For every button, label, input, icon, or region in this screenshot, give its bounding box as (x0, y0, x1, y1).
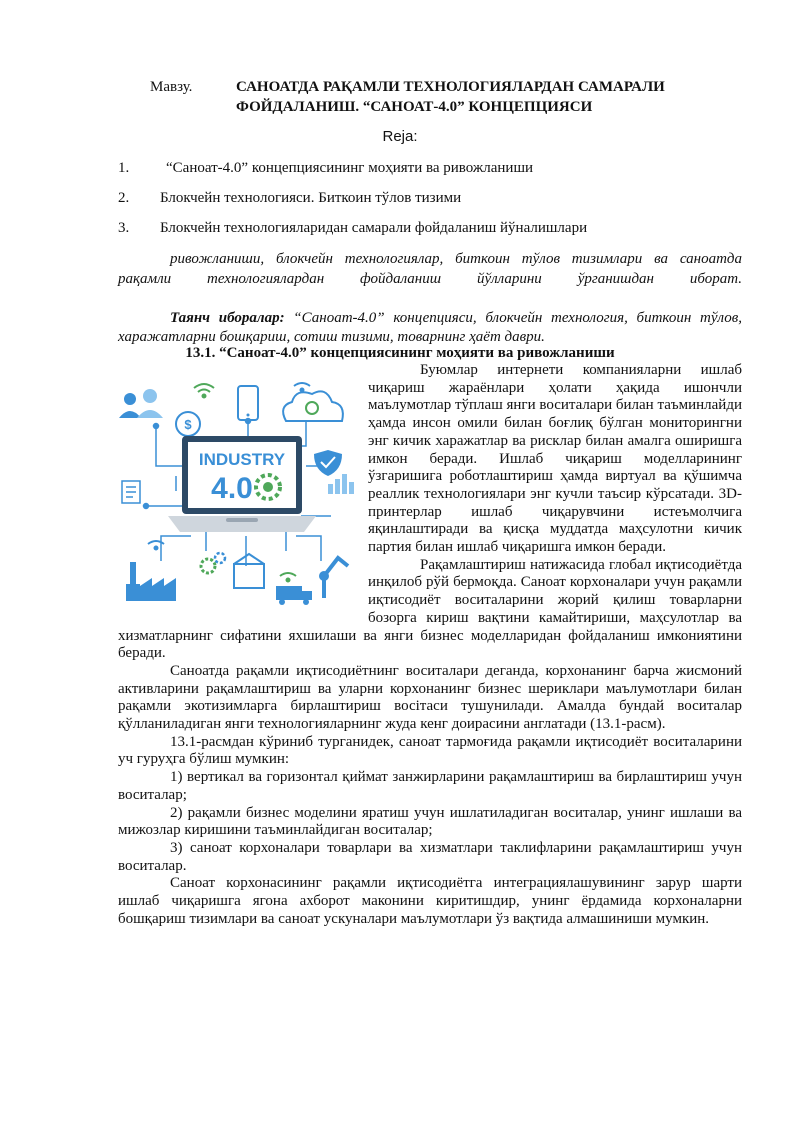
list-item: 1) вертикал ва горизонтал қиймат занжирларини рақамлаштириш ва бирлаштириш учун воситалар; (118, 769, 742, 803)
section-title: 13.1. “Саноат-4.0” концепциясининг моҳияти ва ривожланиши (185, 345, 615, 361)
list-item: 3) саноат корхоналари товарлари ва хизматлари таклифларини рақамлаштириш учун воситалар. (118, 839, 742, 874)
plan-item-number: 1. (118, 160, 130, 176)
figure-placeholder (118, 362, 368, 618)
plan-item-number: 2. (118, 190, 130, 206)
keywords-text: “Саноат-4.0” концепцияси, блокчейн технология, биткоин тўлов, харажатларни бошқариш, сотиш тизими, товарнинг ҳаёт даври. (118, 309, 742, 345)
paragraph: Буюмлар интернети компанияларни ишлаб чиқариш жараёнлари ҳолати ҳақида ишончли маълумотлар тўплаш янги воситалари билан таъминлайди ҳамда инсон омили билан боғлиқ бўлган мониторингни энг кичик харажатлар ва рисклар билан амалга оширишга имкон беради. Ишлаб чиқариш моделларининг ўзгаришига роботлаштириш ҳамда виртуал ва қўшимча реаллик технологиялари энг кучли таъсир кўрсатади. 3D-принтерлар ишлаб чиқарувчини истеъмолчига яқинлаштиради ва қисқа муддатда маҳсулотни кичик партия билан ишлаб чиқаришга имкон беради. (368, 362, 742, 556)
abstract-text: ривожланиши, блокчейн технологиялар, биткоин тўлов тизимлари ва саноатда рақамли технологиялардан фойдаланиш йўлларини ўрганишдан иборат. (118, 251, 742, 287)
title-line-2: ФОЙДАЛАНИШ. “САНОАТ-4.0” КОНЦЕПЦИЯСИ (236, 99, 593, 115)
paragraph: 13.1-расмдан кўриниб турганидек, саноат тармоғида рақамли иқтисодиёт воситаларини уч гуруҳга бўлиш мумкин: (118, 733, 742, 768)
paragraph: Рақамлаштириш натижасида глобал иқтисодиётда инқилоб рўй бермоқда. Саноат корхоналари учун рақамли иқтисодиёт воситаларини жорий қилиш товарларни бозорга кириш вақтини камайтириши, маҳсулотлар ва хизматларнинг сифатини яхшилаши ва янги бизнес моделларидан фойдаланиш имкониятини беради. (118, 556, 742, 662)
main-text (118, 362, 742, 929)
plan-item-number: 3. (118, 220, 130, 236)
abstract (118, 250, 742, 348)
paragraph: Саноатда рақамли иқтисодиётнинг воситалари деганда, корхонанинг барча жисмоний активларини рақамлаштириш ва уларни корхонанинг бизнес шериклари маълумотлари билан рақамли экотизимларга бирлаштириш восітаси тушунилади. Амалда бундай воситалар қўлланиладиган янги технологияларнинг жуда кенг доирасини англатади (13.1-расм). (118, 662, 742, 733)
paragraph: Саноат корхонасининг рақамли иқтисодиётга интеграциялашувининг зарур шарти ишлаб чиқаришга ягона ахборот маконини киритишдир, унинг ёрдамида корхоналарни бошқариш тизимлари ва саноат ускуналари маълумотлари ўз вақтида алмашиниши мумкин. (118, 875, 742, 927)
list-item: 2) рақамли бизнес моделини яратиш учун ишлатиладиган воситалар, унинг ишлаши ва мижозлар киришини таъминлайдиган воситалар; (118, 804, 742, 839)
keywords-paragraph (118, 309, 742, 348)
figure-label-industry: INDUSTRY (198, 450, 286, 469)
plan-heading: Reja: (382, 128, 418, 145)
keywords-label: Таянч иборалар: (170, 309, 285, 326)
plan-item-text: Блокчейн технологияси. Биткоин тўлов тизими (160, 190, 462, 206)
svg-text:$: $ (184, 417, 192, 432)
plan-item-text: “Саноат-4.0” концепциясининг моҳияти ва ривожланиши (166, 160, 534, 176)
figure-label-number: 4.0 (211, 472, 253, 505)
topic-label: Мавзу. (150, 79, 193, 95)
plan-item-text: Блокчейн технологияларидан самарали фойдаланиш йўналишлари (160, 220, 588, 236)
title-line-1: САНОАТДА РАҚАМЛИ ТЕХНОЛОГИЯЛАРДАН САМАРАЛИ (236, 79, 665, 95)
page-title (236, 77, 736, 117)
